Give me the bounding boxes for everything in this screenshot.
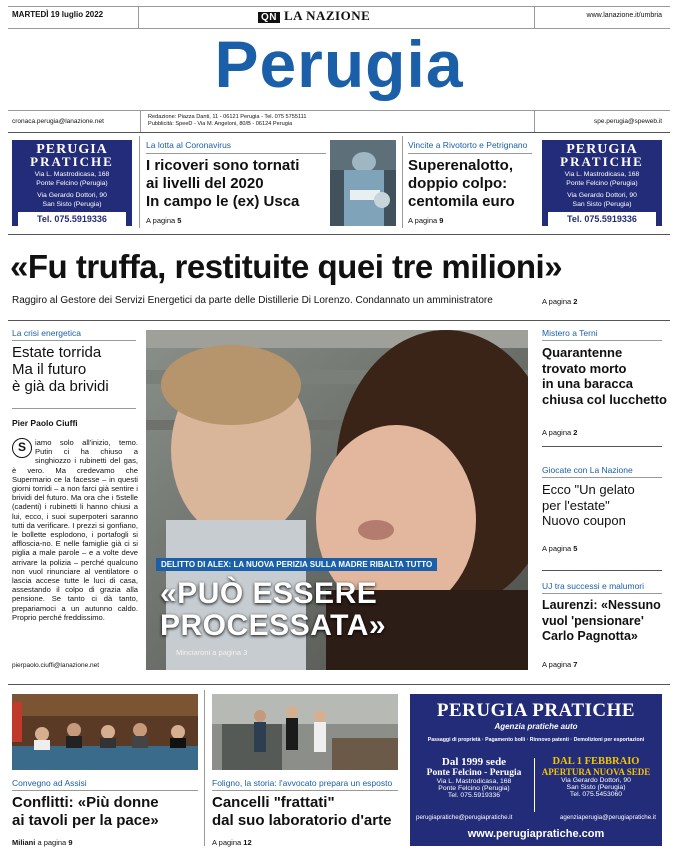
editorial-title[interactable] bbox=[12, 344, 109, 395]
conference-photo bbox=[12, 694, 198, 770]
side-headline[interactable] bbox=[542, 482, 635, 529]
ad-email[interactable]: agenziaperugia@perugiapratiche.it bbox=[559, 814, 656, 821]
side-headline-line: chiusa col lucchetto bbox=[542, 391, 667, 407]
side-headline-line: Carlo Pagnotta» bbox=[542, 629, 638, 643]
ad-services: Passaggi di proprietà · Pagamento bolli · Rinnovo patenti · Demolizioni per esportazioni bbox=[427, 737, 645, 743]
teaser-headline[interactable] bbox=[146, 157, 299, 211]
ad-right-sub: APERTURA NUOVA SEDE bbox=[541, 767, 651, 777]
page-ref: Miliani a pagina 9 bbox=[12, 838, 73, 847]
teaser-kicker: La lotta al Coronavirus bbox=[146, 140, 232, 150]
photo-headline-line: «PUÒ ESSERE bbox=[160, 577, 378, 610]
story-headline[interactable] bbox=[12, 794, 159, 830]
dropcap: S bbox=[12, 438, 32, 458]
page-ref: A pagina 9 bbox=[408, 216, 444, 225]
ad-address: Via Gerardo Dottori, 90 bbox=[37, 192, 107, 199]
lead-subhead: Raggiro al Gestore dei Servizi Energetici da parte delle Distillerie Di Lorenzo. Condannato un amministratore bbox=[12, 295, 493, 306]
page-ref: A pagina 2 bbox=[542, 428, 578, 437]
story-kicker: Foligno, la storia: l'avvocato prepara un esposto bbox=[212, 778, 393, 788]
ad-address: San Sisto (Perugia) bbox=[566, 784, 626, 791]
perugia-pratiche-big-ad[interactable] bbox=[410, 694, 662, 846]
teaser-kicker: Vincite a Rivotorto e Petrignano bbox=[408, 140, 528, 150]
story-headline-line: Conflitti: «Più donne bbox=[12, 794, 159, 811]
story-headline-line: ai tavoli per la pace» bbox=[12, 812, 159, 829]
side-headline-line: vuol 'pensionare' bbox=[542, 613, 644, 628]
side-headline[interactable] bbox=[542, 598, 661, 645]
story-headline[interactable] bbox=[212, 794, 391, 830]
editorial-author: Pier Paolo Ciuffi bbox=[12, 418, 78, 428]
editorial-kicker: La crisi energetica bbox=[12, 328, 81, 338]
teaser-headline-line: centomila euro bbox=[408, 193, 515, 210]
editorial-body bbox=[12, 438, 138, 622]
newsroom-email[interactable]: cronaca.perugia@lanazione.net bbox=[12, 118, 104, 125]
teaser-headline-line: In campo le (ex) Usca bbox=[146, 193, 300, 210]
ad-name: PERUGIA bbox=[36, 142, 108, 157]
ad-left-block bbox=[416, 756, 532, 799]
ad-address: Via L. Mastrodicasa, 168 bbox=[34, 171, 110, 178]
issue-date: MARTEDÌ 19 luglio 2022 bbox=[12, 10, 104, 19]
ad-phone: Tel. 075.5919336 bbox=[447, 792, 501, 799]
page-ref: A pagina 5 bbox=[542, 544, 578, 553]
newspaper-name: LA NAZIONE bbox=[284, 8, 371, 23]
side-headline-line: Quarantenne bbox=[542, 345, 623, 360]
side-headline[interactable] bbox=[542, 345, 667, 407]
editorial-text: iamo solo all'inizio, temo. Putin ci ha chiuso a singhiozzo i rubinetti del gas, è vero. Ma credevamo che Supermario ce la facesse – in questi giorni torridi – a non farci già sentire i brividi del futuro. Ma ora che i 5stelle (cadenti) i rubinetti li hanno chiusi a lui, ecco, i suoi superpoteri saranno tutti da verificare. I prezzi si gonfiano, le bollette esplodono, i portafogli si affloscia-no. E nelle famiglie già ci si piglia a male parole – e a volte deve arrivare la polizia – perché qualcuno non vuol rinunciare al ventilatore o lascia accese tutte le luci di casa, assestando il colpo di grazia alla pensione. Se tanto ci dà tanto, prepariamoci a un autunno caldo. Proprio perché freddissimo. bbox=[12, 438, 138, 622]
ad-title: PERUGIA PRATICHE bbox=[436, 700, 636, 721]
lead-headline[interactable]: «Fu truffa, restituite quei tre milioni» bbox=[10, 248, 563, 285]
story-headline-line: dal suo laboratorio d'arte bbox=[212, 812, 392, 829]
ad-address: Via L. Mastrodicasa, 168 bbox=[436, 778, 512, 785]
ad-name: PERUGIA bbox=[566, 142, 638, 157]
photo-kicker: DELITTO DI ALEX: LA NUOVA PERIZIA SULLA MADRE RIBALTA TUTTO bbox=[156, 558, 437, 571]
ad-left-sub: Ponte Felcino - Perugia bbox=[426, 768, 522, 778]
photo-credit: Minciaroni a pagina 3 bbox=[176, 648, 248, 657]
ad-emails bbox=[416, 814, 656, 821]
advertising-address: Pubblicità: SpeeD - Via M. Angeloni, 80/B - 06124 Perugia bbox=[148, 121, 293, 127]
ad-name-2: PRATICHE bbox=[560, 154, 644, 169]
page-ref: A pagina 5 bbox=[146, 216, 182, 225]
ad-address: Via L. Mastrodicasa, 168 bbox=[564, 171, 640, 178]
teaser-headline-line: Superenalotto, bbox=[408, 157, 514, 174]
photo-headline-line: PROCESSATA» bbox=[160, 609, 387, 642]
advertising-email[interactable]: spe.perugia@speweb.it bbox=[593, 118, 662, 125]
side-kicker: Giocate con La Nazione bbox=[542, 465, 633, 475]
side-kicker: UJ tra successi e malumori bbox=[542, 581, 645, 591]
ad-address: Ponte Felcino (Perugia) bbox=[36, 179, 108, 187]
ad-phone: Tel. 075.5919336 bbox=[548, 212, 656, 226]
page-ref: A pagina 2 bbox=[542, 297, 578, 306]
side-headline-line: Ecco "Un gelato bbox=[542, 482, 635, 497]
side-headline-line: in una baracca bbox=[542, 376, 634, 391]
perugia-pratiche-ad-left[interactable] bbox=[12, 140, 132, 226]
side-headline-line: Laurenzi: «Nessuno bbox=[542, 598, 661, 612]
ad-right-block bbox=[538, 756, 654, 798]
workshop-photo bbox=[212, 694, 398, 770]
ad-address: Via Gerardo Dottori, 90 bbox=[561, 777, 631, 784]
teaser-headline[interactable] bbox=[408, 157, 515, 211]
ad-phone: Tel. 075.5453060 bbox=[569, 791, 623, 798]
ad-address: San Sisto (Perugia) bbox=[572, 200, 632, 208]
ad-address: Ponte Felcino (Perugia) bbox=[566, 179, 638, 187]
ad-subtitle: Agenzia pratiche auto bbox=[494, 722, 578, 731]
ad-address: San Sisto (Perugia) bbox=[42, 200, 102, 208]
ad-name-2: PRATICHE bbox=[30, 154, 114, 169]
teaser-headline-line: doppio colpo: bbox=[408, 175, 508, 192]
editorial-title-line: Estate torrida bbox=[12, 344, 102, 361]
side-headline-line: Nuovo coupon bbox=[542, 513, 626, 528]
covid-ward-photo bbox=[330, 140, 396, 226]
ad-email[interactable]: perugiapratiche@perugiapratiche.it bbox=[416, 814, 513, 821]
newsroom-address: Redazione: Piazza Danti, 11 - 06121 Perugia - Tel. 075 5755111 bbox=[148, 114, 307, 120]
side-kicker: Mistero a Terni bbox=[542, 328, 598, 338]
qn-logo: QN bbox=[258, 12, 280, 23]
editorial-title-line: è già da brividi bbox=[12, 378, 109, 395]
edition-title: Perugia bbox=[214, 27, 464, 101]
page-ref: A pagina 12 bbox=[212, 838, 252, 847]
author-email[interactable]: pierpaolo.ciuffi@lanazione.net bbox=[12, 662, 100, 669]
perugia-pratiche-ad-right[interactable] bbox=[542, 140, 662, 226]
story-kicker: Convegno ad Assisi bbox=[12, 778, 87, 788]
ad-right-heading: DAL 1 FEBBRAIO bbox=[552, 756, 640, 767]
ad-phone: Tel. 075.5919336 bbox=[18, 212, 126, 226]
ad-website[interactable]: www.perugiapratiche.com bbox=[467, 828, 605, 840]
teaser-headline-line: I ricoveri sono tornati bbox=[146, 157, 300, 174]
photo-headline[interactable] bbox=[160, 578, 386, 642]
newspaper-logo bbox=[258, 8, 370, 24]
editorial-title-line: Ma il futuro bbox=[12, 361, 87, 378]
teaser-headline-line: ai livelli del 2020 bbox=[146, 175, 264, 192]
website-link[interactable]: www.lanazione.it/umbria bbox=[586, 12, 662, 19]
newsroom-info bbox=[148, 114, 307, 128]
page-ref: A pagina 7 bbox=[542, 660, 578, 669]
side-headline-line: trovato morto bbox=[542, 360, 627, 376]
story-headline-line: Cancelli "frattati" bbox=[212, 794, 335, 811]
ad-left-heading: Dal 1999 sede bbox=[441, 756, 507, 768]
side-headline-line: per l'estate" bbox=[542, 497, 610, 513]
ad-address: Ponte Felcino (Perugia) bbox=[438, 785, 510, 792]
ad-address: Via Gerardo Dottori, 90 bbox=[567, 192, 637, 199]
